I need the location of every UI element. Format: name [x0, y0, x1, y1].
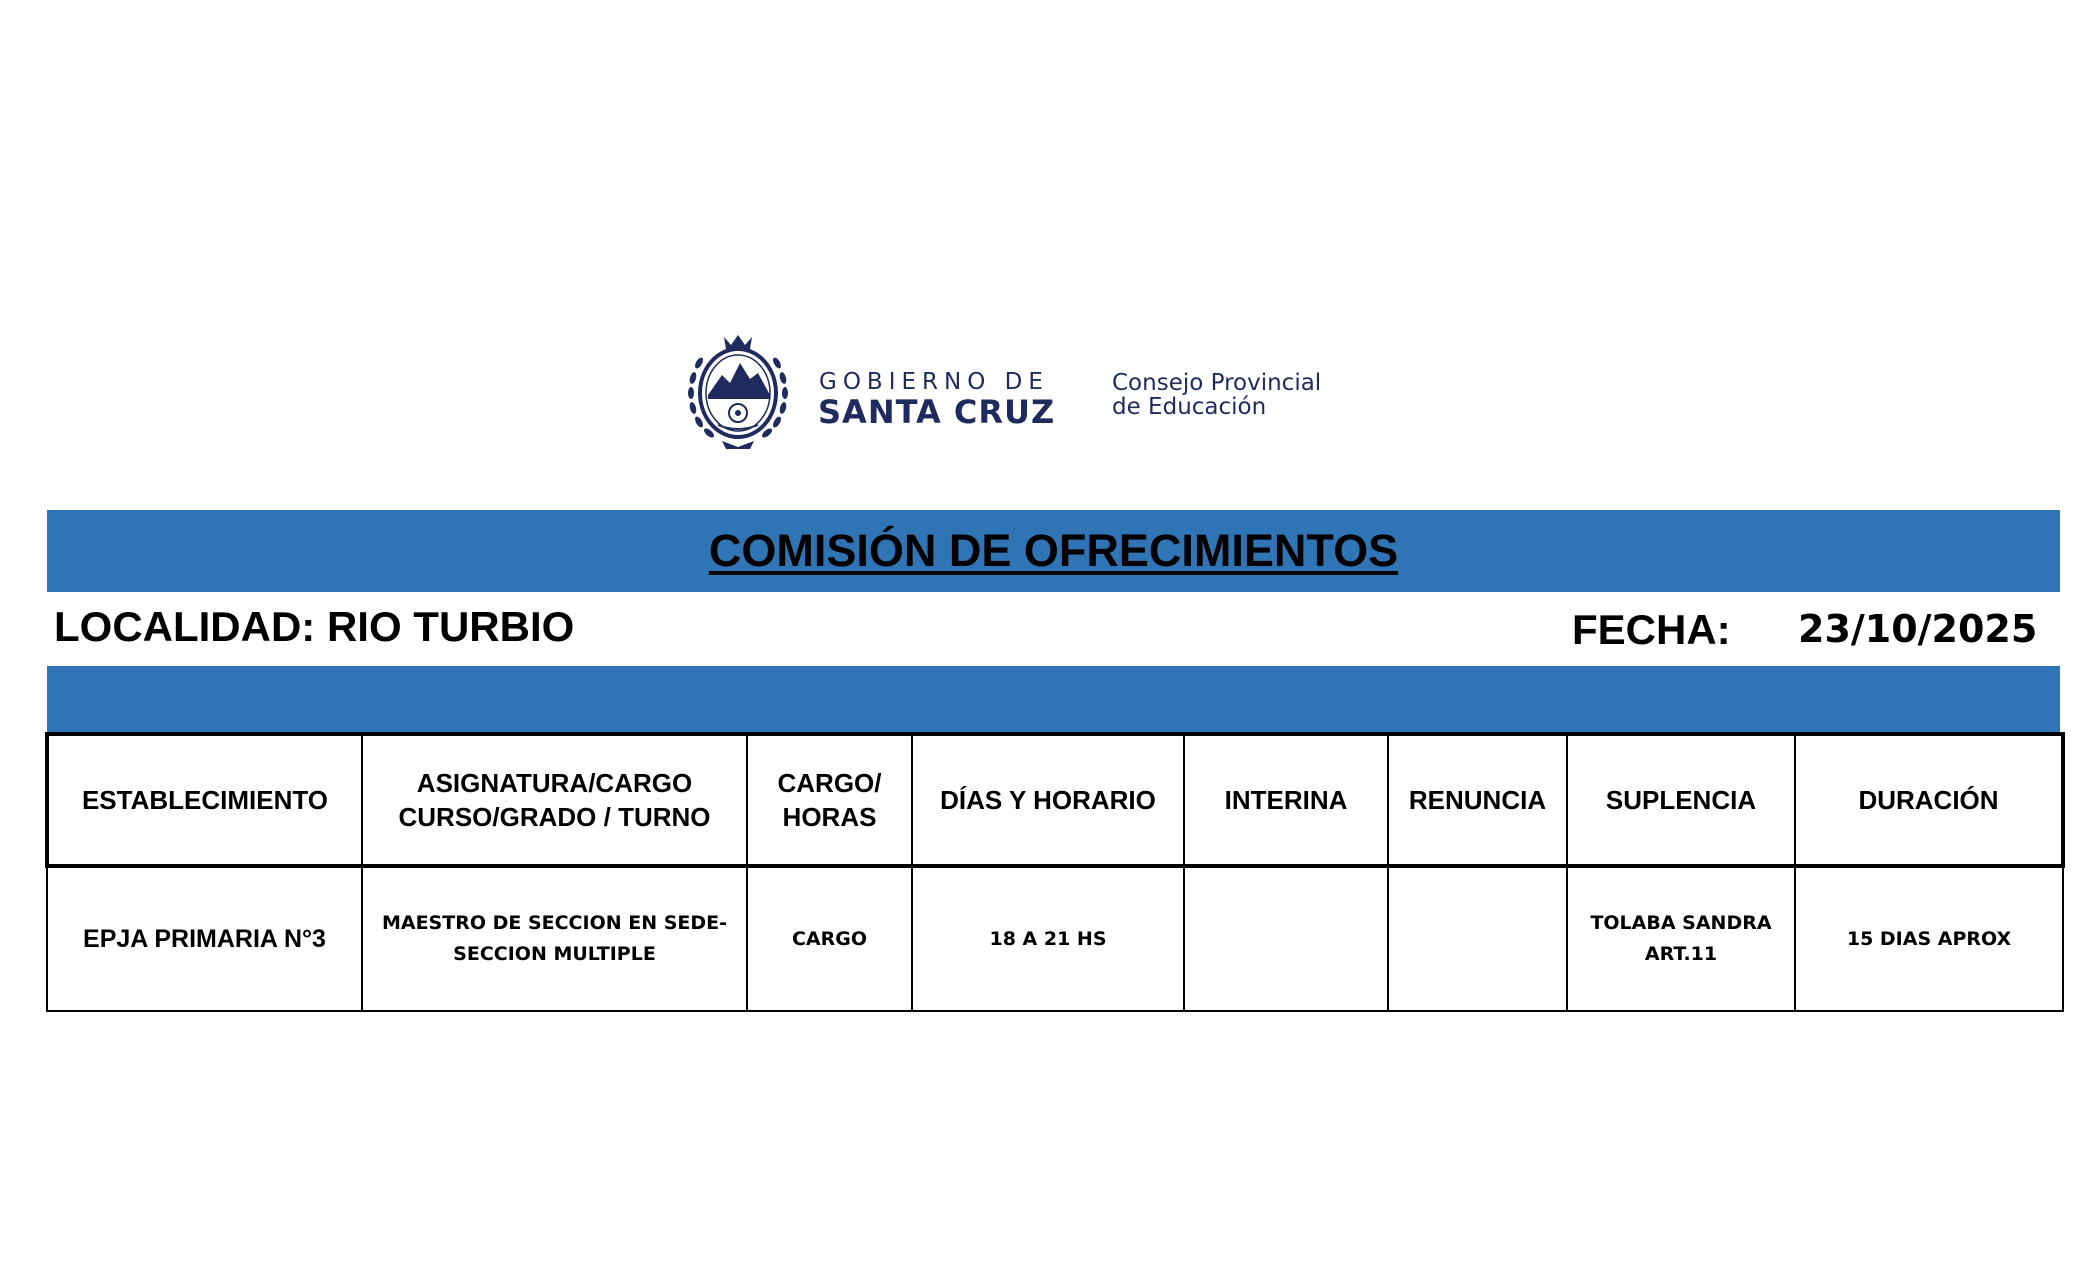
page-title: COMISIÓN DE OFRECIMIENTOS: [708, 525, 1399, 576]
cell-cargo-horas: CARGO: [747, 866, 912, 1011]
column-header-duracion: DURACIÓN: [1795, 734, 2063, 866]
cell-suplencia: TOLABA SANDRA ART.11: [1567, 866, 1795, 1011]
offers-table: [45, 732, 2065, 1012]
column-header-suplencia: SUPLENCIA: [1567, 734, 1795, 866]
locality-label: LOCALIDAD: RIO TURBIO: [54, 603, 575, 650]
title-banner: [47, 510, 2060, 592]
date-label: FECHA:: [1572, 606, 1731, 653]
council-name-line2: de Educación: [1112, 394, 1267, 420]
column-header-interina: INTERINA: [1184, 734, 1388, 866]
cell-duracion: 15 DIAS APROX: [1795, 866, 2063, 1011]
cell-interina: [1184, 866, 1388, 1011]
column-header-asignatura: ASIGNATURA/CARGO CURSO/GRADO / TURNO: [362, 734, 747, 866]
cell-establecimiento: EPJA PRIMARIA N°3: [47, 866, 362, 1011]
cell-renuncia: [1388, 866, 1567, 1011]
column-header-dias-horario: DÍAS Y HORARIO: [912, 734, 1184, 866]
council-name: [1112, 371, 1321, 419]
provincial-seal-icon: [684, 333, 792, 451]
government-name-line1: GOBIERNO DE: [819, 369, 1049, 395]
table-header-row: [47, 734, 2063, 866]
column-header-establecimiento: ESTABLECIMIENTO: [47, 734, 362, 866]
cell-dias-horario: 18 A 21 HS: [912, 866, 1184, 1011]
cell-asignatura: MAESTRO DE SECCION EN SEDE- SECCION MULTIPLE: [362, 866, 747, 1011]
header-logo: [684, 333, 1354, 453]
council-name-line1: Consejo Provincial: [1112, 370, 1322, 396]
column-header-cargo-horas: CARGO/ HORAS: [747, 734, 912, 866]
date-value: 23/10/2025: [1798, 607, 2038, 651]
column-header-renuncia: RENUNCIA: [1388, 734, 1567, 866]
table-row: [47, 866, 2063, 1011]
government-name-line2: SANTA CRUZ: [818, 393, 1056, 431]
blank-banner: [47, 666, 2060, 732]
